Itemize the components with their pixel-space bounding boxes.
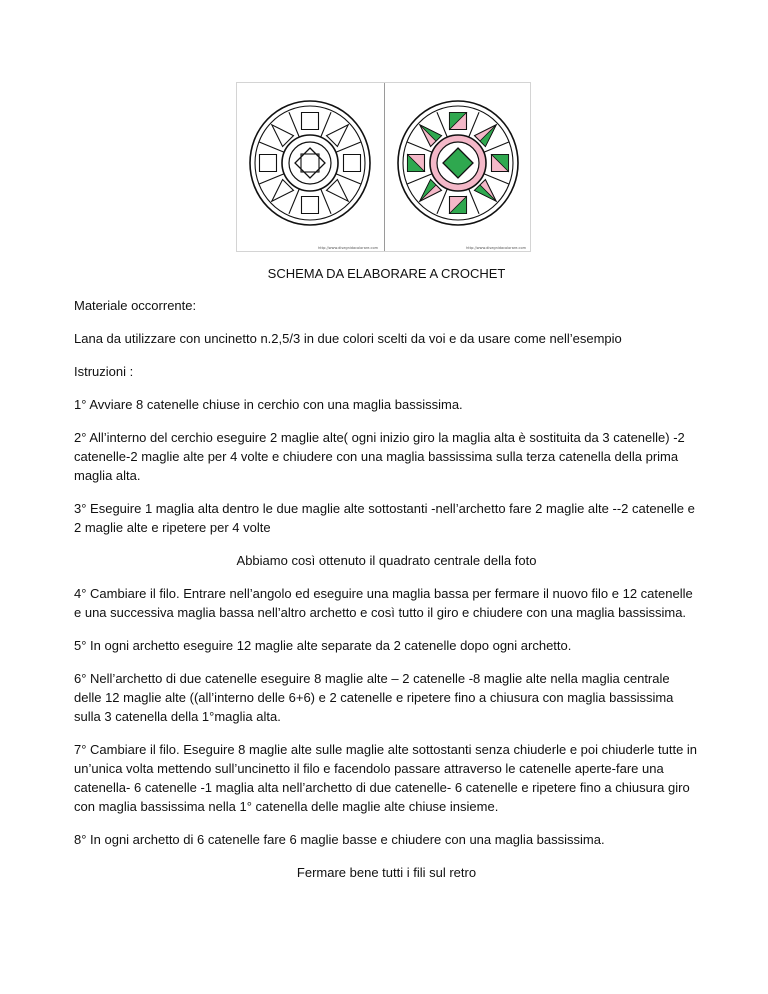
closing-note: Fermare bene tutti i fili sul retro [296, 865, 477, 880]
step-1: 1° Avviare 8 catenelle chiuse in cerchio con una maglia bassissima. [74, 397, 463, 412]
step-5: 5° In ogni archetto eseguire 12 maglie alte separate da 2 catenelle dopo ogni archetto. [74, 638, 572, 653]
step-6: 6° Nell’archetto di due catenelle eseguire 8 maglie alte – 2 catenelle -8 maglie alte nella maglia centrale delle 12 maglie alte ((all’interno delle 6+6) e 2 catenelle e ripetere fino a chiusura con maglia bassissima sulla 3 catenella della 1°maglia alta. [74, 671, 674, 724]
step-8: 8° In ogni archetto di 6 catenelle fare 6 maglie basse e chiudere con una maglia bassissima. [74, 832, 605, 847]
ring-square [302, 197, 319, 214]
step-3: 3° Eseguire 1 maglia alta dentro le due maglie alte sottostanti -nell’archetto fare 2 maglie alte --2 catenelle e 2 maglie alte e ripetere per 4 volte [74, 501, 695, 535]
pattern-outline-drawing [237, 83, 384, 251]
step-4: 4° Cambiare il filo. Entrare nell’angolo ed eseguire una maglia bassa per fermare il nuovo filo e 12 catenelle e una successiva maglia bassa nell’altro archetto e così tutto il giro e chiudere con una maglia bassissima. [74, 586, 693, 620]
right-credit: http://www.disegnidacolorare.com [466, 246, 526, 250]
ring-square [344, 155, 361, 172]
middle-note: Abbiamo così ottenuto il quadrato centrale della foto [236, 553, 537, 568]
left-credit: http://www.disegnidacolorare.com [318, 246, 378, 250]
materials-text: Lana da utilizzare con uncinetto n.2,5/3 in due colori scelti da voi e da usare come nell’esempio [74, 331, 622, 346]
crochet-pattern-figure [236, 82, 531, 252]
materials-heading: Materiale occorrente: [74, 298, 197, 313]
step-2: 2° All’interno del cerchio eseguire 2 maglie alte( ogni inizio giro la maglia alta è sostituita da 3 catenelle) -2 catenelle-2 maglie alte per 4 volte e chiudere con una maglia bassissima sulla terza catenella della prima maglia alta. [74, 430, 685, 483]
step-7: 7° Cambiare il filo. Eseguire 8 maglie alte sulle maglie alte sottostanti senza chiuderle e poi chiuderle tutte in un’unica volta mettendo sull’uncinetto il filo e facendolo passare attraverso le catenelle aperte-fare una catenella- 6 catenelle -1 maglia alta nell’archetto di due catenelle- 6 catenelle e ripetere fino a chiusura giro con maglia bassissima nella 1° catenella delle maglie alte chiuse insieme. [74, 742, 698, 814]
instructions-heading: Istruzioni : [74, 364, 134, 379]
ring-square [260, 155, 277, 172]
pattern-outline-panel [237, 83, 384, 251]
pattern-colored-drawing [385, 83, 532, 251]
document-title: SCHEMA DA ELABORARE A CROCHET [267, 266, 506, 281]
pattern-colored-panel [384, 83, 532, 251]
document-body [74, 264, 699, 896]
ring-square [302, 113, 319, 130]
